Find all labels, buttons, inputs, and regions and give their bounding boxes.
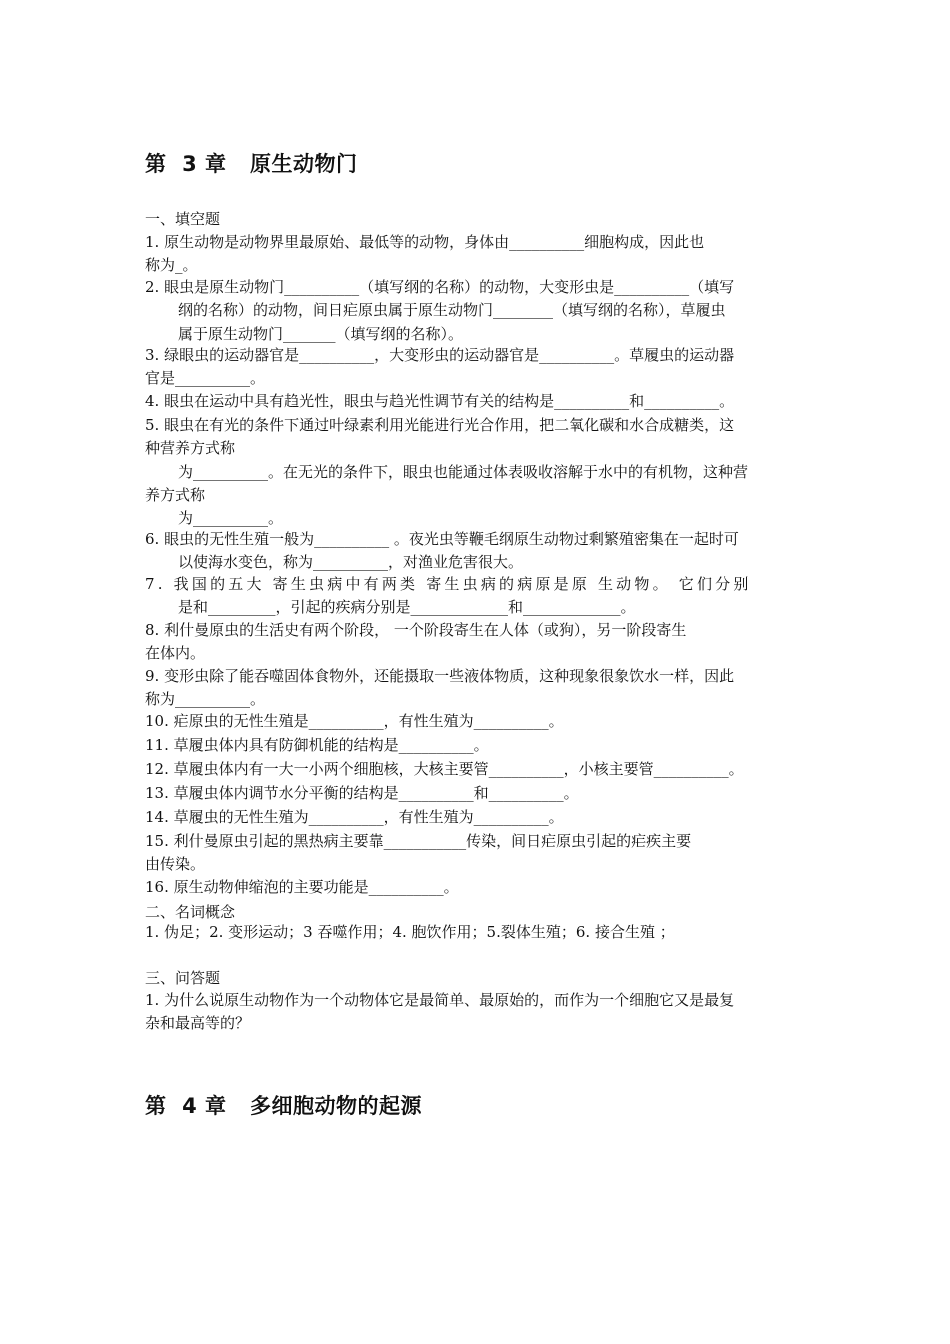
question-line: 由传染。 <box>145 855 206 874</box>
question-4 <box>145 390 810 413</box>
question-line: 为__________。 <box>178 509 284 528</box>
question-line: 6. 眼虫的无性生殖一般为__________ 。夜光虫等鞭毛纲原生动物过剩繁殖密集在一起时可 <box>145 530 739 548</box>
question-line: 养方式称 <box>145 485 206 504</box>
question-line: 2. 眼虫是原生动物门__________（填写纲的名称）的动物，大变形虫是__________（填写 <box>145 278 735 296</box>
question-6 <box>145 528 810 575</box>
question-13 <box>145 782 810 805</box>
qa-heading: 三、问答题 <box>145 969 221 987</box>
question-line: 为__________。在无光的条件下，眼虫也能通过体表吸收溶解于水中的有机物，这种营 <box>178 462 749 481</box>
question-line: 11. 草履虫体内具有防御机能的结构是__________。 <box>145 736 489 754</box>
qa-question-1 <box>145 989 810 1036</box>
question-16 <box>145 876 810 899</box>
terms-list <box>145 921 810 944</box>
question-line: 杂和最高等的？ <box>145 1014 251 1033</box>
question-15 <box>145 830 810 877</box>
terms-heading: 二、名词概念 <box>145 903 236 921</box>
question-line: 14. 草履虫的无性生殖为__________，有性生殖为__________。 <box>145 808 564 826</box>
question-11 <box>145 734 810 757</box>
question-line: 3. 绿眼虫的运动器官是__________，大变形虫的运动器官是__________。草履虫的运动器 <box>145 346 735 364</box>
terms-line: 1. 伪足；2. 变形运动；3 吞噬作用；4. 胞饮作用；5.裂体生殖；6. 接合生殖 ； <box>145 923 675 941</box>
question-line: 种营养方式称 <box>145 439 236 458</box>
question-line: 官是__________。 <box>145 369 266 388</box>
question-line: 13. 草履虫体内调节水分平衡的结构是__________和__________。 <box>145 784 579 802</box>
question-line: 在体内。 <box>145 644 206 663</box>
question-line: 16. 原生动物伸缩泡的主要功能是__________。 <box>145 878 459 896</box>
fill-blank-heading: 一、填空题 <box>145 210 221 228</box>
question-5 <box>145 414 810 530</box>
question-14 <box>145 806 810 829</box>
question-line: 8. 利什曼原虫的生活史有两个阶段， 一个阶段寄生在人体（或狗），另一阶段寄生 <box>145 621 687 639</box>
question-line: 7. 我国的五大 寄生虫病中有两类 寄生虫病的病原是原 生动物。 它们分别 <box>145 575 752 593</box>
question-10 <box>145 710 810 733</box>
chapter-4-title: 第 4 章 多细胞动物的起源 <box>145 1094 422 1118</box>
question-3 <box>145 344 810 391</box>
question-line: 4. 眼虫在运动中具有趋光性，眼虫与趋光性调节有关的结构是__________和__________。 <box>145 392 735 410</box>
question-7 <box>145 573 810 620</box>
question-line: 12. 草履虫体内有一大一小两个细胞核，大核主要管__________，小核主要管__________。 <box>145 760 744 778</box>
question-line: 称为__________。 <box>145 690 266 709</box>
question-line: 10. 疟原虫的无性生殖是__________，有性生殖为__________。 <box>145 712 564 730</box>
question-line: 5. 眼虫在有光的条件下通过叶绿素利用光能进行光合作用，把二氧化碳和水合成糖类，这 <box>145 416 735 434</box>
question-9 <box>145 665 810 712</box>
question-12 <box>145 758 810 781</box>
question-line: 称为_。 <box>145 256 198 275</box>
question-line: 以使海水变色，称为__________，对渔业危害很大。 <box>178 553 524 572</box>
question-2 <box>145 276 810 346</box>
chapter-3-title: 第 3 章 原生动物门 <box>145 152 358 176</box>
question-line: 是和_________，引起的疾病分别是_____________和_____________。 <box>178 598 636 617</box>
question-1 <box>145 231 810 278</box>
question-line: 1. 为什么说原生动物作为一个动物体它是最简单、最原始的，而作为一个细胞它又是最复 <box>145 991 735 1009</box>
question-line: 纲的名称）的动物，间日疟原虫属于原生动物门________（填写纲的名称），草履虫 <box>178 301 726 320</box>
question-line: 属于原生动物门_______（填写纲的名称）。 <box>178 324 464 343</box>
question-8 <box>145 619 810 666</box>
question-line: 15. 利什曼原虫引起的黑热病主要靠___________传染，间日疟原虫引起的疟疾主要 <box>145 832 692 850</box>
question-line: 9. 变形虫除了能吞噬固体食物外，还能摄取一些液体物质，这种现象很象饮水一样，因此 <box>145 667 735 685</box>
question-line: 1. 原生动物是动物界里最原始、最低等的动物，身体由__________细胞构成，因此也 <box>145 233 705 251</box>
